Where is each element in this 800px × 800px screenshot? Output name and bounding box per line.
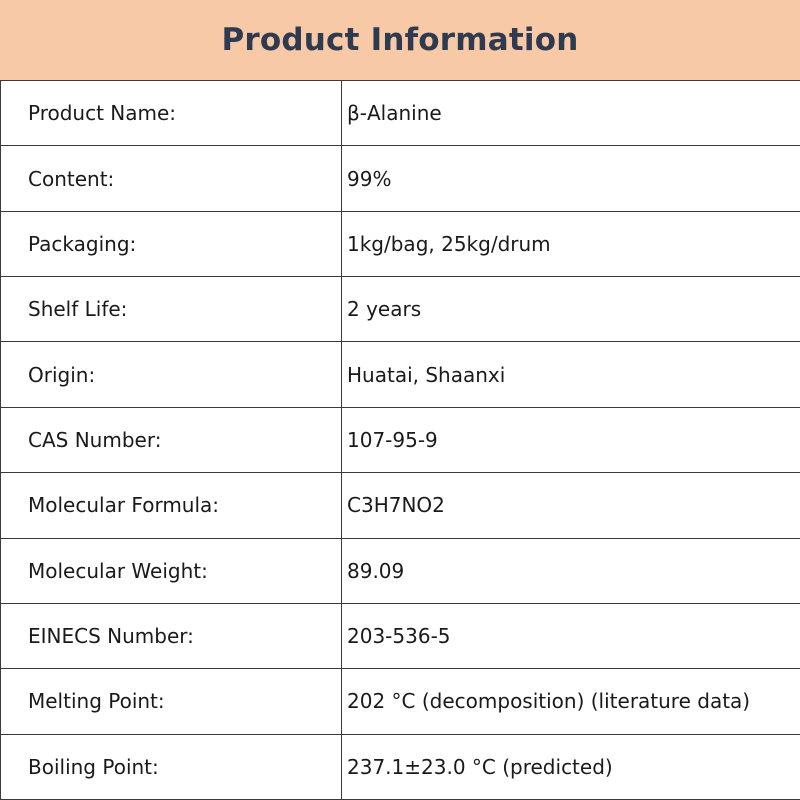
row-label-content: Content: <box>1 146 342 211</box>
table-row <box>1 538 800 603</box>
row-label-packaging: Packaging: <box>1 211 342 276</box>
row-label-molecular-formula: Molecular Formula: <box>1 473 342 538</box>
table-row <box>1 734 800 799</box>
row-label-einecs-number: EINECS Number: <box>1 603 342 668</box>
row-label-melting-point: Melting Point: <box>1 669 342 734</box>
table-row <box>1 603 800 668</box>
table-row <box>1 473 800 538</box>
table-row <box>1 669 800 734</box>
product-info-table <box>0 80 800 800</box>
row-label-cas-number: CAS Number: <box>1 407 342 472</box>
row-value-molecular-formula: C3H7NO2 <box>342 473 800 538</box>
table-row <box>1 407 800 472</box>
row-value-boiling-point: 237.1±23.0 °C (predicted) <box>342 734 800 799</box>
row-value-origin: Huatai, Shaanxi <box>342 342 800 407</box>
row-label-shelf-life: Shelf Life: <box>1 277 342 342</box>
table-row <box>1 81 800 146</box>
row-value-shelf-life: 2 years <box>342 277 800 342</box>
row-value-content: 99% <box>342 146 800 211</box>
table-row <box>1 211 800 276</box>
page-title: Product Information <box>221 22 579 58</box>
row-value-product-name: β-Alanine <box>342 81 800 146</box>
row-value-cas-number: 107-95-9 <box>342 407 800 472</box>
row-label-origin: Origin: <box>1 342 342 407</box>
row-value-molecular-weight: 89.09 <box>342 538 800 603</box>
table-row <box>1 277 800 342</box>
row-label-boiling-point: Boiling Point: <box>1 734 342 799</box>
row-label-product-name: Product Name: <box>1 81 342 146</box>
row-value-melting-point: 202 °C (decomposition) (literature data) <box>342 669 800 734</box>
table-row <box>1 342 800 407</box>
row-value-packaging: 1kg/bag, 25kg/drum <box>342 211 800 276</box>
row-value-einecs-number: 203-536-5 <box>342 603 800 668</box>
table-row <box>1 146 800 211</box>
row-label-molecular-weight: Molecular Weight: <box>1 538 342 603</box>
header-bar <box>0 0 800 80</box>
